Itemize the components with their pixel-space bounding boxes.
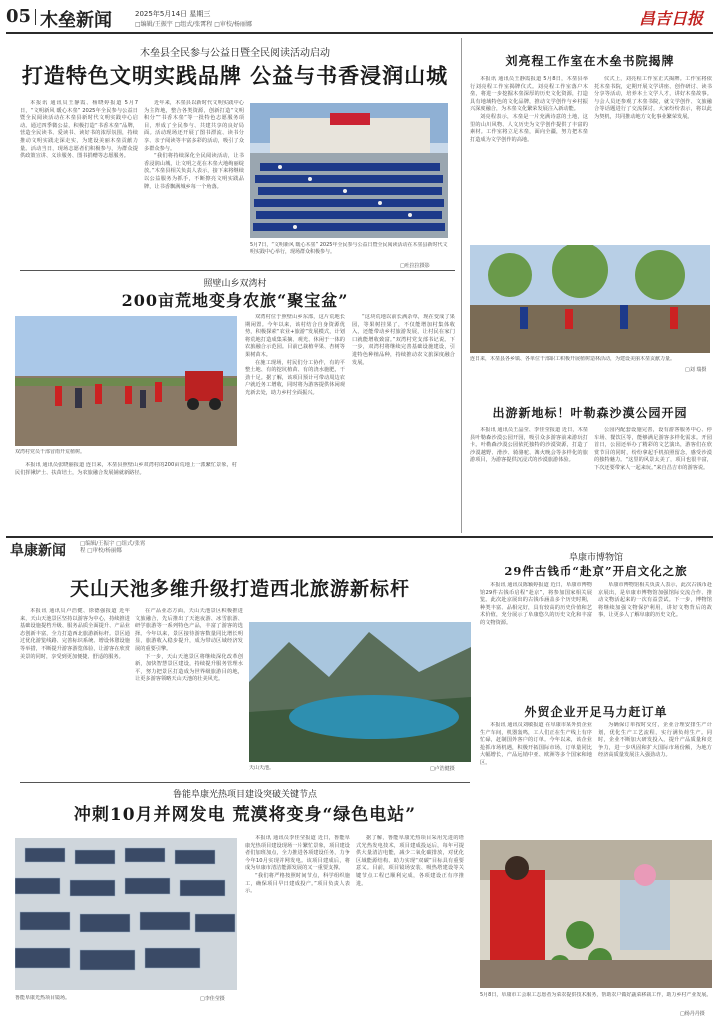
issue-date: 2025年5月14日 星期三 [135,10,211,18]
article6-headline: 29件古钱币“赴京”开启文化之旅 [504,564,688,578]
article6-col1: 本报讯 通讯员陈颖婷报道 近日，阜康市博物馆29件古钱币启程“赴京”，将参加国家相关展览。此次赴京展出的古钱币涵盖多个历史时期，种类丰富、品相完好，具有较高的历史价值和艺术价值，充分展示了阜康悠久的历史文化和丰富的文物资源。 [480,582,592,626]
article-divider [20,270,455,271]
article4-col1: 本报讯 通讯员王晶莹、李佳莹报道 近日，木垒县叶勒森沙漠公园开园，吸引众多游客前来游玩打卡。叶勒森沙漠公园依托独特的沙漠资源，打造了沙漠越野、滑沙、骑骆驼、篝火晚会等多样化的旅游项目，为游客提供沉浸式的沙漠旅游体验。 [470,427,588,464]
article8-right-photo [480,840,712,988]
article5-credit: □卢浩健摄 [430,766,455,772]
header-divider [35,9,36,25]
page-number: 05 [6,6,32,27]
article3-kicker: 照壁山乡双湾村 [203,279,267,289]
article4-col2: 公园内配套设施完善，设有游客服务中心、停车场、餐饮区等，能够满足游客多样化需求。开园首日，公园还举办了精彩的文艺演出，游客们在欣赏节目的同时，纷纷拿起手机拍照留念，感受沙漠的独特魅力。“这里的风景太美了，项目也很丰富，下次还要带家人一起来玩。”来自昌吉市的游客说。 [594,427,712,471]
column-divider [461,38,462,533]
article1-headline: 打造特色文明实践品牌 公益与书香浸润山城 [21,63,449,88]
article3-photo [15,316,237,446]
article8-headline: 冲刺10月并网发电 荒漠将变身“绿色电站” [73,805,417,825]
article2-headline: 刘亮程工作室在木垒书院揭牌 [505,54,675,68]
article7-col2: 为确保订单按时交付，企业合理安排生产计划，优化生产工艺流程，实行满负荷生产。同时，企业不断加大研发投入，提升产品质量和竞争力，进一步巩固和扩大国际市场份额，为地方经济高质量发展注入强劲动力。 [598,722,712,759]
header-rule [6,32,713,34]
article4-headline: 出游新地标！叶勒森沙漠公园开园 [492,406,688,420]
article8-caption: 鲁能阜康光热项目镜场。 [15,995,71,1001]
article1-col2: 近年来，木垒县以新时代文明实践中心为主阵地，整合各类资源，创新打造“文明积分”“书香木垒”等一批特色志愿服务项目，形成了全民参与、共建共享的良好局面。活动现场还开展了图书漂流、读书分享、亲子阅读等丰富多彩的活动，吸引了众多群众参与。 “我们将持续深化全民阅读活动，让书香浸润山城，让文明之花在木垒大地绚丽绽放。”木垒县相关负责人表示，接下来将继续以公益服务为抓手，不断擦亮文明实践品牌，让书香飘满城乡每一个角落。 [144,100,244,190]
article4-photo-caption: 连日来，木垒县各乡镇、各单位干部职工积极开展植树造林活动，为建设美丽木垒贡献力量。 [470,356,676,362]
article3-col2: 双湾村位于照壁山乡东部，这片荒地长期闲置。今年以来，该村结合自身资源优势，积极探索“农业+旅游”发展模式，计划将荒地打造成集采摘、观光、休闲于一体的农旅融合示范园。目前已栽植苹果、杏树等果树苗木。 在施工现场，村民们分工协作，有的平整土地、有的挖坑植苗、有的浇水施肥，干劲十足。据了解，该项目预计可带动周边农户就近务工增收，同时将为游客提供休闲观光新去处，助力乡村全面振兴。 [245,314,345,396]
article8-right-caption: 5月8日，阜康市工会职工志愿者为菜农提供技术服务，帮助农户做好蔬菜移栽工作，助力乡村产业发展。 [480,992,712,998]
article3-caption: 双湾村党员干部冒雨开荒植树。 [15,449,86,455]
section2-title: 阜康新闻 [10,543,66,559]
article5-headline: 天山天池多维升级打造西北旅游新标杆 [69,578,410,600]
article2-col2: 仪式上，刘亮程工作室正式揭牌。工作室将依托木垒书院，定期开展文学讲座、创作研讨、读书分享等活动，培养本土文学人才，讲好木垒故事。与会人员还参观了木垒书院，就文学创作、文旅融合等话题进行了交流探讨，大家纷纷表示，将以此为契机，共同推动地方文化事业繁荣发展。 [594,76,712,120]
article8-photo [15,838,237,990]
article5-col2: 在产品业态方面，天山天池景区积极推进文旅融合，先后推出了天池夜游、冰雪旅游、研学旅游等一系列特色产品，丰富了游客的选择。今年以来，景区接待游客数量同比增长明显，旅游收入稳步提升，成为带动区域经济发展的重要引擎。 下一步，天山天池景区将继续深化改革创新，加快智慧景区建设，持续提升服务管理水平，努力把景区打造成为世界级旅游目的地，让更多游客领略天山天池的壮美风光。 [135,608,243,683]
article8-col2: 据了解，鲁能阜康光热项目采用先进的塔式光热发电技术，项目建成投运后，每年可提供大量清洁电能，减少二氧化碳排放，对优化区域能源结构、助力实现“双碳”目标具有重要意义。目前，项目镜场安装、吸热塔建设等关键节点工程已顺利完成，各项建设正有序推进。 [356,835,464,887]
section-title: 木垒新闻 [40,10,112,31]
article6-col2: 阜康市博物馆相关负责人表示，此次古钱币赴京展出，是阜康市博物馆加强馆际交流合作、推动文物活起来的一次有益尝试。下一步，博物馆将继续加强文物保护利用，讲好文物背后的故事，让更多人了解阜康的历史文化。 [598,582,712,619]
article5-photo [249,622,471,762]
article8-kicker: 鲁能阜康光热项目建设突破关键节点 [172,790,317,800]
article1-kicker: 木垒县全民参与公益日暨全民阅读活动启动 [140,48,330,59]
article4-credit: □刘 瑞摄 [685,367,707,373]
article8-divider [20,782,470,783]
article1-col1: 本报讯 通讯员王静霞、杨晓婷报道 5月7日，“文明新风 暖心木垒” 2025年全民参与公益日暨全民阅读活动在木垒县新时代文明实践中心启动。通过四季微公益，积极打造“书香木垒”品牌，营造全民读书、爱读书、读好书的浓厚氛围，持续推动文明实践走深走实，为建设美丽木垒贡献力量。活动当日，现场志愿者们积极参与，为群众提供政策宣讲、义诊服务、图书捐赠等志愿服务。 [20,100,138,160]
section2-editors: □编辑/王振宇 □组式/张霄程 □审校/杨丽娜 [80,541,146,554]
article3-col3: “这块荒地以前长满杂草，现在变成了果园，等果树挂果了，不仅能增加村集体收入，还能带动乡村旅游发展，让村民在家门口就能增收致富。”双湾村党支部书记说。下一步，双湾村将继续完善基础设施建设，引进特色种植品种，持续推动农文旅深度融合发展。 [352,314,455,366]
article6-kicker: 阜康市博物馆 [568,553,623,563]
article8-col1: 本报讯 通讯员李佳莹报道 近日，鲁能阜康光热项目建设现场一片繁忙景象，项目建设者们加班加点，全力推进各项建设任务，力争今年10月实现并网发电。该项目建成后，将成为阜康市清洁能源发展的又一重要支撑。 “我们将严格按照时间节点，科学组织施工，确保项目早日建成投产。”项目负责人表示。 [245,835,350,895]
article1-caption: 5月7日，“文明新风 暖心木垒” 2025年全民参与公益日暨全民阅读活动在木垒县新时代文明实践中心举行，现场群众积极参与。 [250,242,448,255]
article8-credit: □李佳莹摄 [200,996,225,1002]
article2-col1: 本报讯 通讯员王静霞报道 5月8日，木垒县举行刘亮程工作室揭牌仪式。刘亮程工作室落户木垒，将进一步挖掘木垒深厚的历史文化资源，打造具有地域特色的文化品牌，推动文学创作与乡村振兴深度融合，为木垒文化繁荣发展注入新动能。 刘亮程表示，木垒是一片充满诗意的土地，这里的山川风物、人文历史为文学创作提供了丰富的素材。工作室将立足木垒，面向全疆，努力把木垒打造成为文学创作的高地。 [470,76,588,143]
article8-right-credit: □杨丹丹摄 [680,1011,705,1017]
article5-col1: 本报讯 通讯员卢浩健、徐德强报道 近年来，天山天池景区坚持以游客为中心，持续推进基础设施提档升级、服务品质全面提升、产品业态创新丰富，全力打造西北旅游新标杆。景区通过优化游览线路、完善标识系统、增设休憩设施等举措，不断提升游客游览体验，让游客在欣赏美景的同时，享受到更加便捷、舒适的服务。 [20,608,130,660]
section2-rule [6,536,713,538]
newspaper-logo: 昌吉日报 [638,9,703,28]
article3-col1: 本报讯 通讯员张晓丽报道 连日来，木垒县照壁山乡双湾村的200亩荒地上一派繁忙景象，村民们挥锹铲土、扶苗培土，为农旅融合发展铺就新路径。 [15,462,237,476]
article5-caption: 天山天池。 [249,765,275,771]
article1-photo [250,103,448,238]
article4-photo [470,245,710,353]
article7-col1: 本报讯 通讯员刘敏报道 在阜康市某外贸企业生产车间，机器轰鸣，工人们正在生产线上有序忙碌，赶制国外客户的订单。今年以来，该企业抢抓市场机遇，积极开拓国际市场，订单量同比大幅增长，产品远销中亚、欧洲等多个国家和地区。 [480,722,592,766]
editor-credits: □编辑/王振宇 □组式/张霄程 □审校/杨丽娜 [135,21,252,28]
article7-headline: 外贸企业开足马力赶订单 [524,705,668,719]
article1-credit: □吐拉拉摄影 [400,263,430,269]
article3-headline: 200亩荒地变身农旅“聚宝盆” [121,291,349,310]
